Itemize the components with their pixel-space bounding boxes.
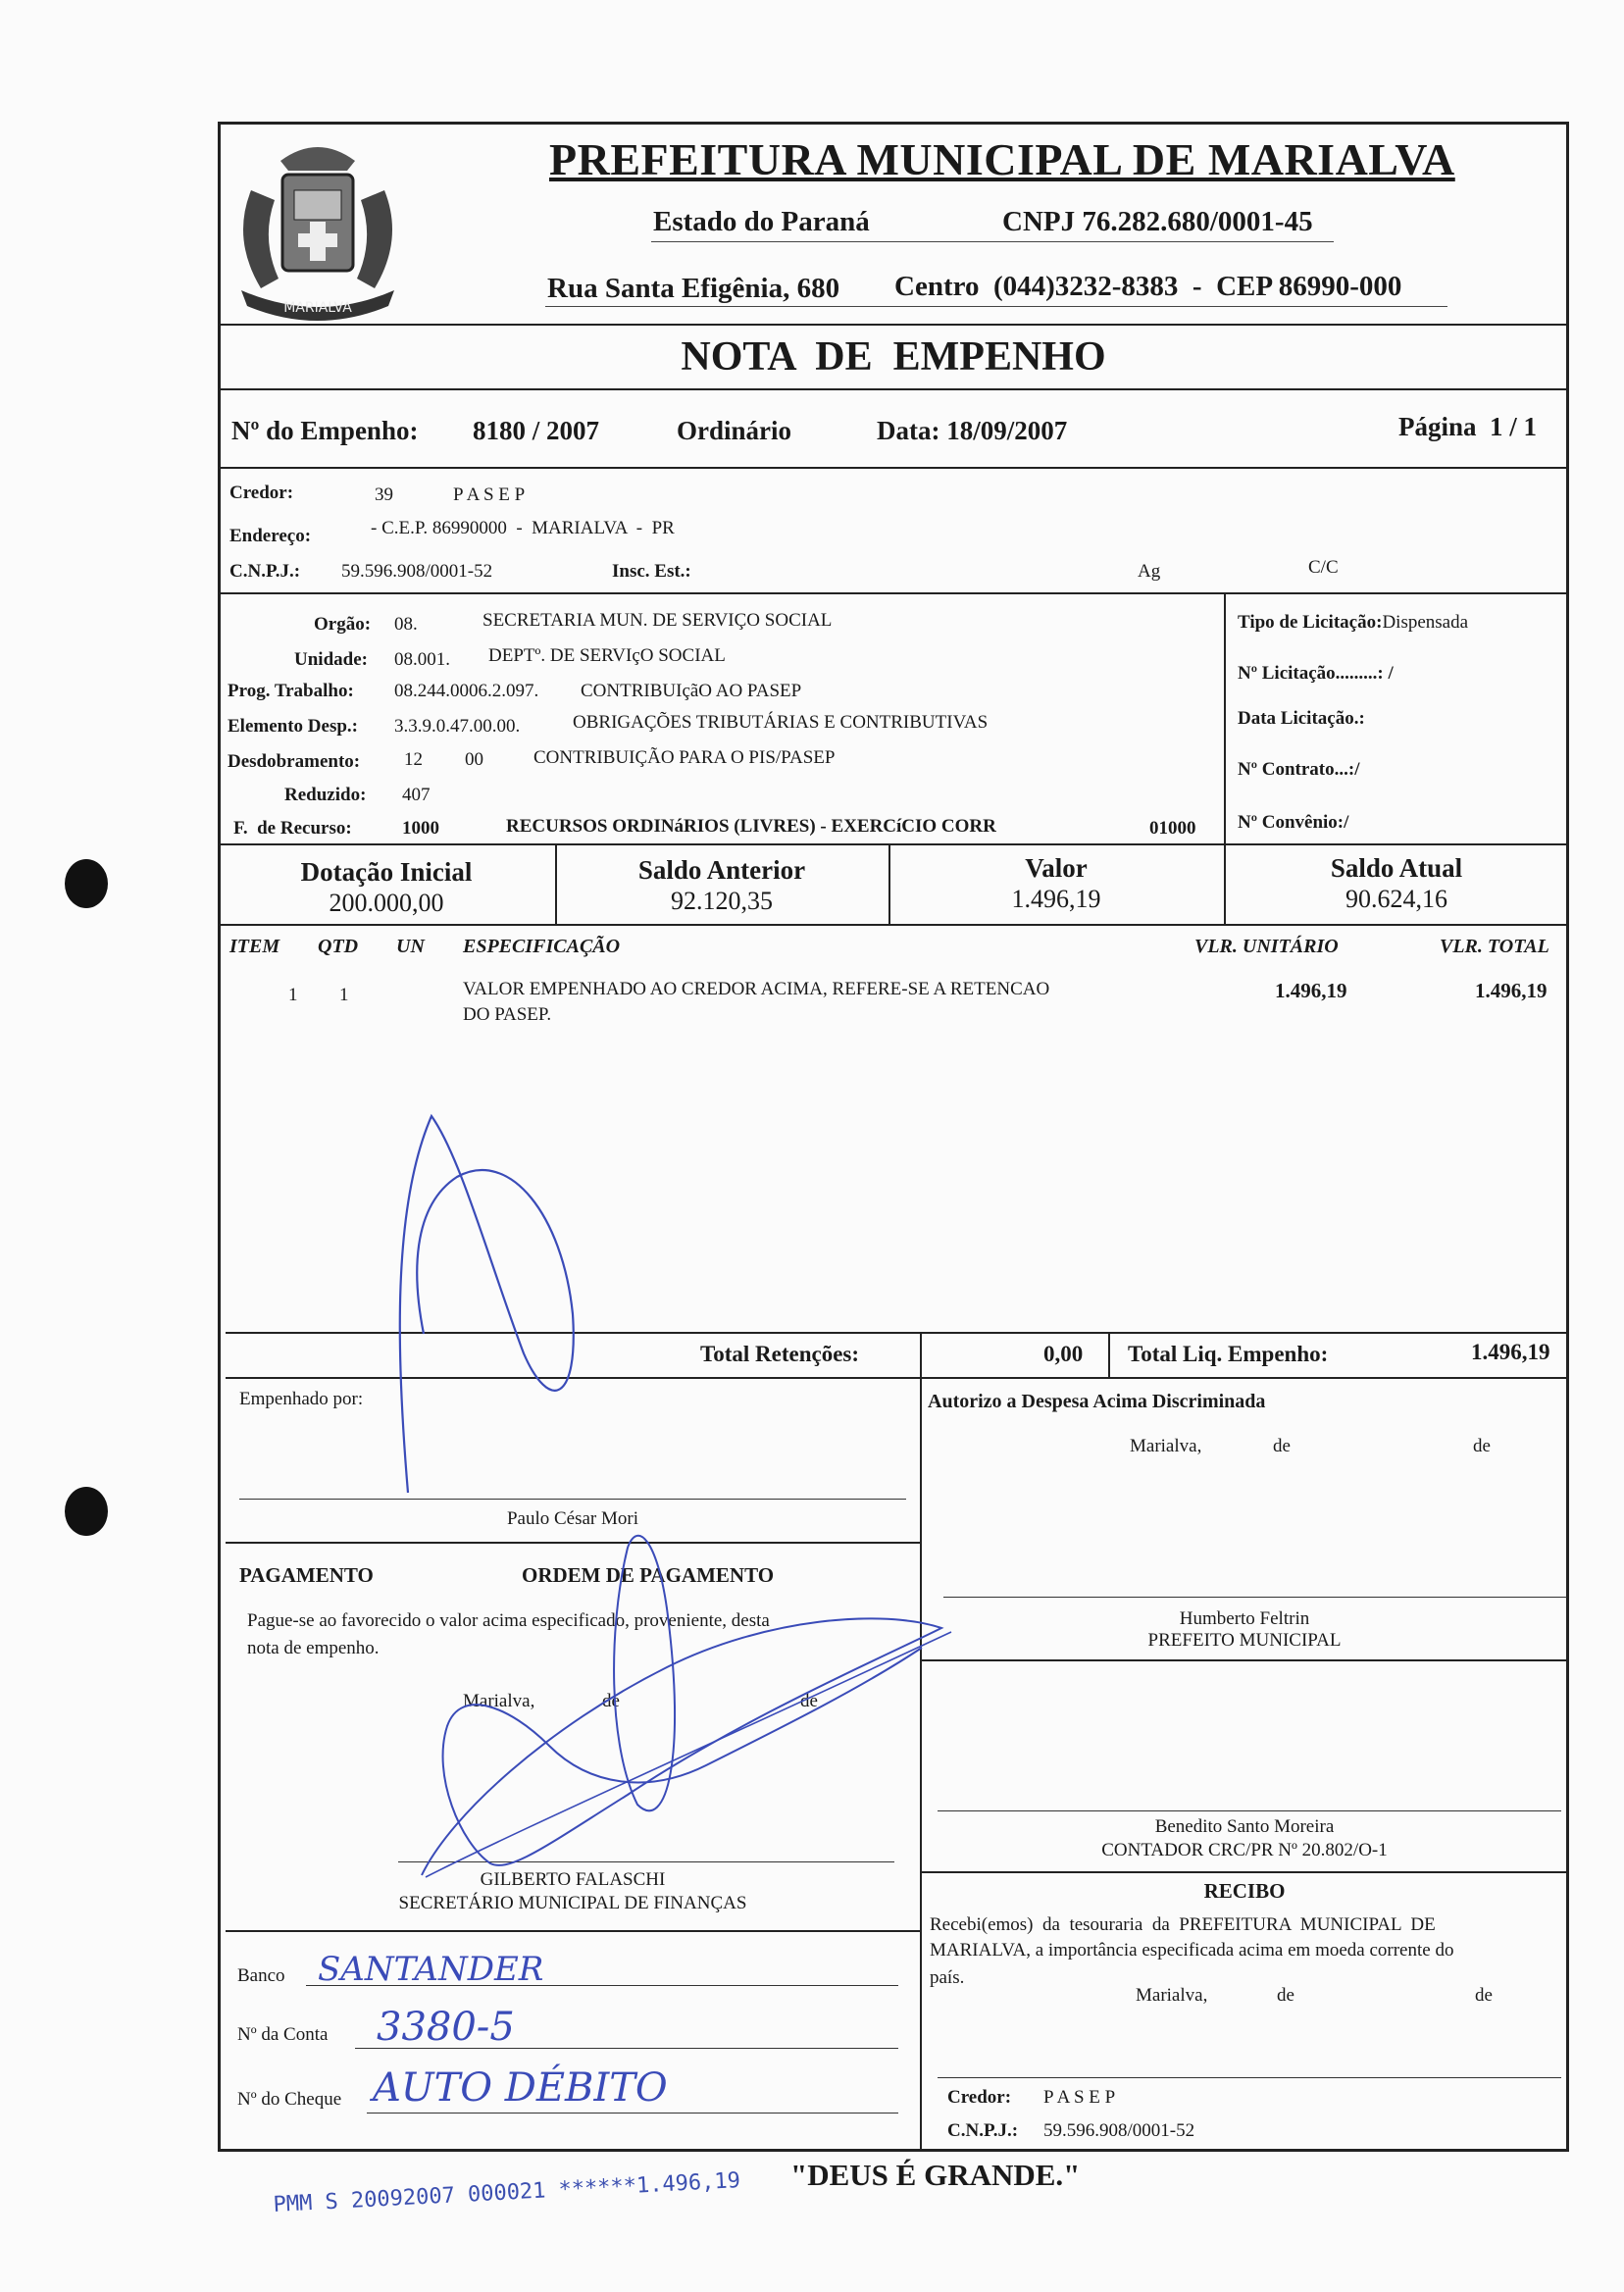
empenho-date: Data: 18/09/2007 (877, 416, 1068, 445)
licitacao-number: Nº Licitação.........: / (1238, 663, 1394, 684)
rule-totals-2 (1108, 1332, 1110, 1377)
rule-saldos-bottom (218, 924, 1569, 926)
col-item: ITEM (229, 936, 280, 957)
contador-name: Benedito Santo Moreira (1154, 1816, 1335, 1837)
col-especificacao: ESPECIFICAÇÃO (463, 936, 621, 957)
rule-title-top (218, 324, 1569, 326)
rule-budget-bottom (218, 843, 1569, 845)
fonte-recurso-code: 1000 (402, 818, 439, 839)
col-un: UN (396, 936, 425, 957)
header-underline-2 (545, 306, 1447, 307)
saldo-anterior-value: 92.120,35 (671, 887, 773, 915)
contador-role: CONTADOR CRC/PR Nº 20.802/O-1 (1101, 1840, 1388, 1860)
rule-contador-bottom (920, 1871, 1569, 1873)
ordem-pagamento-title: ORDEM DE PAGAMENTO (522, 1563, 775, 1587)
prog-trabalho-name: CONTRIBUIçãO AO PASEP (581, 681, 802, 701)
saldo-atual-label: Saldo Atual (1330, 853, 1463, 883)
recibo-city: Marialva, (1136, 1985, 1208, 2006)
street-address: Rua Santa Efigênia, 680 (547, 273, 840, 304)
prog-trabalho-label: Prog. Trabalho: (228, 681, 354, 701)
rule-empenhado-bottom (226, 1542, 920, 1544)
autorizo-de-2: de (1473, 1436, 1491, 1456)
desdobramento-label: Desdobramento: (228, 751, 361, 772)
empenho-type: Ordinário (677, 416, 792, 445)
rule-totals-top (226, 1332, 1569, 1334)
credor-code: 39 (375, 484, 393, 505)
table-row (0, 979, 1624, 1038)
row-unit-value: 1.496,19 (1275, 979, 1347, 1002)
empenhado-por-label: Empenhado por: (239, 1389, 364, 1409)
tipo-licitacao-caption: Tipo de Licitação: (1238, 612, 1383, 633)
reduzido-label: Reduzido: (284, 785, 367, 805)
total-retencoes-label: Total Retenções: (700, 1342, 860, 1366)
mechanical-stamp: PMM S 20092007 000021 ******1.496,19 (273, 2168, 741, 2217)
header-cnpj: CNPJ 76.282.680/0001-45 (1002, 206, 1313, 237)
district-phone-cep: Centro (044)3232-8383 - CEP 86990-000 (894, 271, 1402, 302)
fonte-recurso-extra: 01000 (1149, 818, 1196, 839)
document-title: NOTA DE EMPENHO (681, 334, 1106, 380)
row-description-line-2: DO PASEP. (463, 1004, 552, 1025)
desdobramento-name: CONTRIBUIÇÃO PARA O PIS/PASEP (533, 747, 836, 768)
cc-label: C/C (1308, 557, 1339, 578)
rule-credor-bottom (218, 592, 1569, 594)
motto: "DEUS É GRANDE." (790, 2158, 1081, 2192)
recibo-text-line-1: Recebi(emos) da tesouraria da PREFEITURA MUNICIPAL DE (930, 1914, 1436, 1935)
tipo-licitacao-label (1238, 612, 1468, 634)
secretario-name: GILBERTO FALASCHI (480, 1869, 666, 1890)
dotacao-inicial-label: Dotação Inicial (300, 857, 473, 887)
address-label: Endereço: (229, 526, 312, 546)
desdobramento-code-2: 00 (465, 749, 483, 770)
autorizo-de-1: de (1273, 1436, 1291, 1456)
row-qtd: 1 (339, 985, 349, 1005)
reduzido-value: 407 (402, 785, 431, 805)
total-liq-label: Total Liq. Empenho: (1128, 1342, 1329, 1366)
recibo-de-2: de (1475, 1985, 1493, 2006)
fonte-recurso-name: RECURSOS ORDINáRIOS (LIVRES) - EXERCíCIO CORR (506, 816, 996, 837)
municipal-crest-logo (222, 131, 414, 328)
saldo-atual-value: 90.624,16 (1345, 885, 1447, 913)
convenio-number: Nº Convênio:/ (1238, 812, 1349, 833)
credor-cnpj-label: C.N.P.J.: (229, 561, 301, 582)
elemento-name: OBRIGAÇÕES TRIBUTÁRIAS E CONTRIBUTIVAS (573, 712, 989, 733)
fonte-recurso-label: F. de Recurso: (233, 818, 352, 839)
pagamento-text-line-2: nota de empenho. (247, 1638, 380, 1658)
pagamento-city: Marialva, (463, 1691, 535, 1711)
valor-label: Valor (1025, 853, 1088, 883)
credor-cnpj: 59.596.908/0001-52 (341, 561, 493, 582)
autorizo-title: Autorizo a Despesa Acima Discriminada (928, 1391, 1266, 1412)
row-total-value: 1.496,19 (1475, 979, 1548, 1002)
recibo-cnpj-label: C.N.P.J.: (947, 2120, 1019, 2141)
saldo-anterior-label: Saldo Anterior (637, 855, 806, 885)
recibo-text-line-3: país. (930, 1967, 965, 1988)
recibo-cnpj: 59.596.908/0001-52 (1043, 2120, 1195, 2141)
cheque-label: Nº do Cheque (237, 2089, 342, 2110)
punch-hole-bottom (65, 1487, 108, 1536)
secretario-role: SECRETÁRIO MUNICIPAL DE FINANÇAS (398, 1893, 747, 1913)
recibo-title: RECIBO (1203, 1879, 1286, 1903)
orgao-code: 08. (394, 614, 418, 635)
rule-totals-bottom (226, 1377, 1569, 1379)
conta-label: Nº da Conta (237, 2024, 329, 2045)
pagamento-de-1: de (602, 1691, 620, 1711)
recibo-signature-line (938, 2077, 1561, 2078)
pagamento-de-2: de (800, 1691, 818, 1711)
empenho-number-label: Nº do Empenho: (231, 416, 419, 445)
credor-address: - C.E.P. 86990000 - MARIALVA - PR (371, 518, 675, 538)
dotacao-inicial-value: 200.000,00 (329, 889, 444, 917)
contador-signature-line (938, 1810, 1561, 1811)
recibo-text-line-2: MARIALVA, a importância especificada acima em moeda corrente do (930, 1940, 1454, 1961)
empenhado-name: Paulo César Mori (506, 1508, 639, 1529)
contrato-number: Nº Contrato...:/ (1238, 759, 1360, 780)
unidade-code: 08.001. (394, 649, 450, 670)
state-name: Estado do Paraná (653, 206, 870, 237)
prefeito-signature-line (943, 1597, 1567, 1598)
items-header-row (0, 936, 1624, 965)
col-vlr-total: VLR. TOTAL (1440, 936, 1549, 957)
total-retencoes-value: 0,00 (1043, 1342, 1084, 1366)
rule-title-bottom (218, 388, 1569, 390)
unidade-name: DEPTº. DE SERVIçO SOCIAL (488, 645, 726, 666)
pagamento-label: PAGAMENTO (239, 1563, 374, 1587)
rule-prefeito-bottom (920, 1659, 1569, 1661)
banco-label: Banco (237, 1965, 285, 1986)
ag-label: Ag (1138, 561, 1161, 582)
secretario-signature-line (398, 1861, 894, 1862)
rule-budget-divider (1224, 592, 1226, 843)
col-vlr-unitario: VLR. UNITÁRIO (1194, 936, 1339, 957)
orgao-name: SECRETARIA MUN. DE SERVIÇO SOCIAL (482, 610, 833, 631)
empenho-number: 8180 / 2007 (473, 416, 600, 445)
prefeito-name: Humberto Feltrin (1179, 1608, 1310, 1629)
punch-hole-top (65, 859, 108, 908)
insc-est-label: Insc. Est.: (612, 561, 691, 582)
svg-text:MARIALVA: MARIALVA (283, 300, 352, 316)
elemento-label: Elemento Desp.: (228, 716, 358, 737)
row-item: 1 (288, 985, 298, 1005)
rule-empenho-bottom (218, 467, 1569, 469)
banco-value-handwritten: SANTANDER (318, 1950, 544, 1989)
recibo-de-1: de (1277, 1985, 1294, 2006)
rule-lower-divider (920, 1377, 922, 2152)
banco-line (306, 1985, 898, 1986)
cheque-line (367, 2113, 898, 2114)
prog-trabalho-code: 08.244.0006.2.097. (394, 681, 539, 701)
tipo-licitacao-value: Dispensada (1382, 612, 1469, 633)
col-qtd: QTD (318, 936, 359, 957)
credor-name: P A S E P (453, 484, 526, 505)
licitacao-date: Data Licitação.: (1238, 708, 1365, 729)
recibo-credor-label: Credor: (947, 2087, 1012, 2108)
empenhado-signature-line (239, 1499, 906, 1500)
credor-label: Credor: (229, 483, 294, 503)
rule-totals-1 (920, 1332, 922, 1377)
recibo-credor-name: P A S E P (1043, 2087, 1116, 2108)
unidade-label: Unidade: (294, 649, 368, 670)
cheque-value-handwritten: AUTO DÉBITO (373, 2065, 668, 2111)
page-number: Página 1 / 1 (1398, 412, 1538, 441)
conta-line (355, 2048, 898, 2049)
autorizo-city: Marialva, (1130, 1436, 1202, 1456)
conta-value-handwritten: 3380-5 (377, 2005, 515, 2050)
row-description-line-1: VALOR EMPENHADO AO CREDOR ACIMA, REFERE-SE A RETENCAO (463, 979, 1050, 999)
municipality-title: PREFEITURA MUNICIPAL DE MARIALVA (549, 134, 1455, 184)
orgao-label: Orgão: (314, 614, 372, 635)
valor-value: 1.496,19 (1011, 885, 1101, 913)
prefeito-role: PREFEITO MUNICIPAL (1147, 1630, 1342, 1651)
pagamento-text-line-1: Pague-se ao favorecido o valor acima especificado, proveniente, desta (247, 1610, 770, 1631)
elemento-code: 3.3.9.0.47.00.00. (394, 716, 521, 737)
total-liq-value: 1.496,19 (1471, 1340, 1550, 1364)
header-underline-1 (651, 241, 1334, 242)
rule-secretario-bottom (226, 1930, 920, 1932)
desdobramento-code-1: 12 (404, 749, 423, 770)
